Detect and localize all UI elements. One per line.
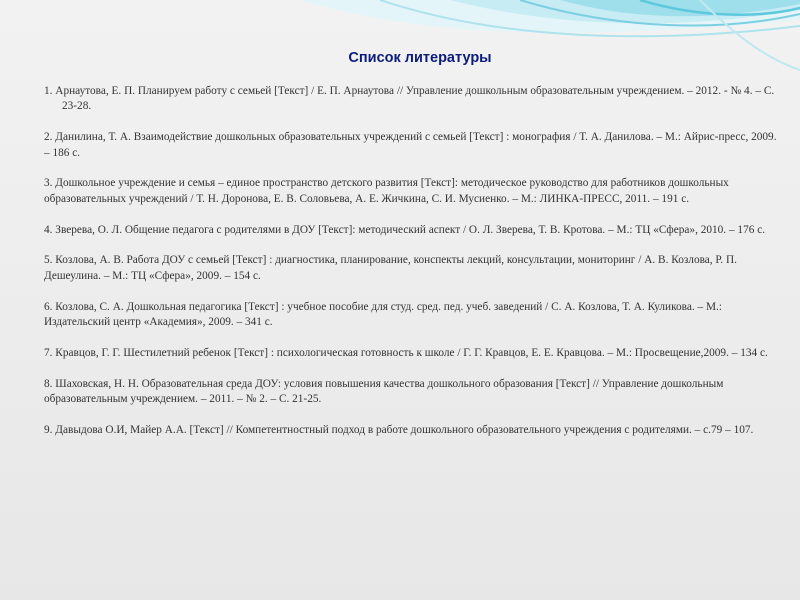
reference-item: 4. Зверева, О. Л. Общение педагога с родителями в ДОУ [Текст]: методический аспект / О. Л. Зверева, Т. В. Кротова. – М.: ТЦ «Сфера», 2010. – 176 с. (44, 223, 766, 236)
slide-title: Список литературы (348, 50, 492, 66)
reference-item: 9. Давыдова О.И, Майер А.А. [Текст] // Компетентностный подход в работе дошкольного образовательного учреждения с родителями. – с.79 – 107. (44, 423, 754, 436)
reference-item: 3. Дошкольное учреждение и семья – единое пространство детского развития [Текст]: методическое руководство для работников дошкольных образовательных учреждений / Т. Н. Доронова, Е. В. Соловьева, А. Е. Жичкина, С. И. Мусиенко. – М.: ЛИНКА-ПРЕСС, 2011. – 191 с. (44, 177, 729, 205)
reference-item: 7. Кравцов, Г. Г. Шестилетний ребенок [Текст] : психологическая готовность к школе / Г. Г. Кравцов, Е. Е. Кравцова. – М.: Просвещение,2009. – 134 с. (44, 346, 768, 359)
reference-list (44, 84, 780, 454)
reference-item: 1. Арнаутова, Е. П. Планируем работу с семьей [Текст] / Е. П. Арнаутова // Управление дошкольным образовательным учреждением. – 2012. - № 4. – С. 23-28. (44, 85, 775, 113)
reference-item: 5. Козлова, А. В. Работа ДОУ с семьей [Текст] : диагностика, планирование, конспекты лекций, консультации, мониторинг / А. В. Козлова, Р. П. Дешеулина. – М.: ТЦ «Сфера», 2009. – 154 с. (44, 254, 737, 282)
reference-item: 8. Шаховская, Н. Н. Образовательная среда ДОУ: условия повышения качества дошкольного образования [Текст] // Управление дошкольным образовательным учреждением. – 2011. – № 2. – С. 21-25. (44, 377, 724, 406)
reference-item: 6. Козлова, С. А. Дошкольная педагогика [Текст] : учебное пособие для студ. сред. пед. учеб. заведений / С. А. Козлова, Т. А. Куликова. – М.: Издательский центр «Академия», 2009. – 341 с. (44, 300, 722, 329)
reference-item: 2. Данилина, Т. А. Взаимодействие дошкольных образовательных учреждений с семьей [Текст] : монография / Т. А. Данилова. – М.: Айрис-пресс, 2009. – 186 с. (44, 131, 777, 159)
